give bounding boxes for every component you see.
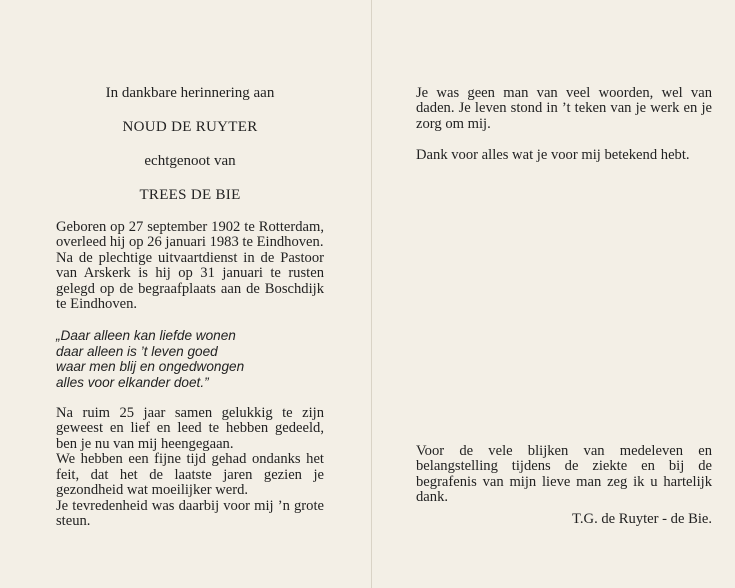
support-paragraph: Je tevredenheid was daarbij voor mij ’n grote steun. [56, 497, 324, 529]
public-thanks: Voor de vele blijken van medeleven en belangstelling tijdens de ziekte en bij de begrafenis van mijn lieve man zeg ik u hartelijk dank. [416, 443, 712, 506]
right-panel [416, 80, 712, 527]
biography [56, 220, 324, 312]
poem-line: alles voor elkander doet.” [56, 374, 209, 390]
poem [56, 328, 324, 390]
acknowledgement [416, 444, 712, 527]
deceased-name: NOUD DE RUYTER [122, 119, 258, 135]
marriage-paragraph: Na ruim 25 jaar samen gelukkig te zijn geweest en lief en leed te hebben gedeeld, ben je nu van mij heengegaan. [56, 405, 324, 452]
signature: T.G. de Ruyter - de Bie. [572, 510, 712, 527]
poem-line: waar men blij en ongedwongen [56, 359, 245, 375]
spouse-name: TREES DE BIE [139, 187, 241, 203]
poem-line: daar alleen is ’t leven goed [56, 343, 218, 359]
left-panel [56, 80, 324, 529]
birth-death-paragraph: Geboren op 27 september 1902 te Rotterdam, overleed hij op 26 januari 1983 te Eindhoven. [56, 219, 324, 251]
funeral-paragraph: Na de plechtige uitvaartdienst in de Pastoor van Arskerk is hij op 31 januari te rusten gelegd op de begraafplaats aan de Boschdijk te Eindhoven. [56, 249, 324, 313]
card-fold-line [371, 0, 372, 588]
spouse-intro: echtgenoot van [144, 153, 236, 169]
intro-line: In dankbare herinnering aan [105, 85, 275, 101]
closing-text [56, 406, 324, 529]
tribute-paragraph: Je was geen man van veel woorden, wel van daden. Je leven stond in ’t teken van je werk en je zorg om mij. [416, 85, 712, 132]
poem-line: „Daar alleen kan liefde wonen [56, 328, 236, 344]
personal-thanks: Dank voor alles wat je voor mij betekend hebt. [416, 147, 690, 164]
good-time-paragraph: We hebben een fijne tijd gehad ondanks het feit, dat het de laatste jaren gezien je gezondheid wat moeilijker werd. [56, 451, 324, 499]
